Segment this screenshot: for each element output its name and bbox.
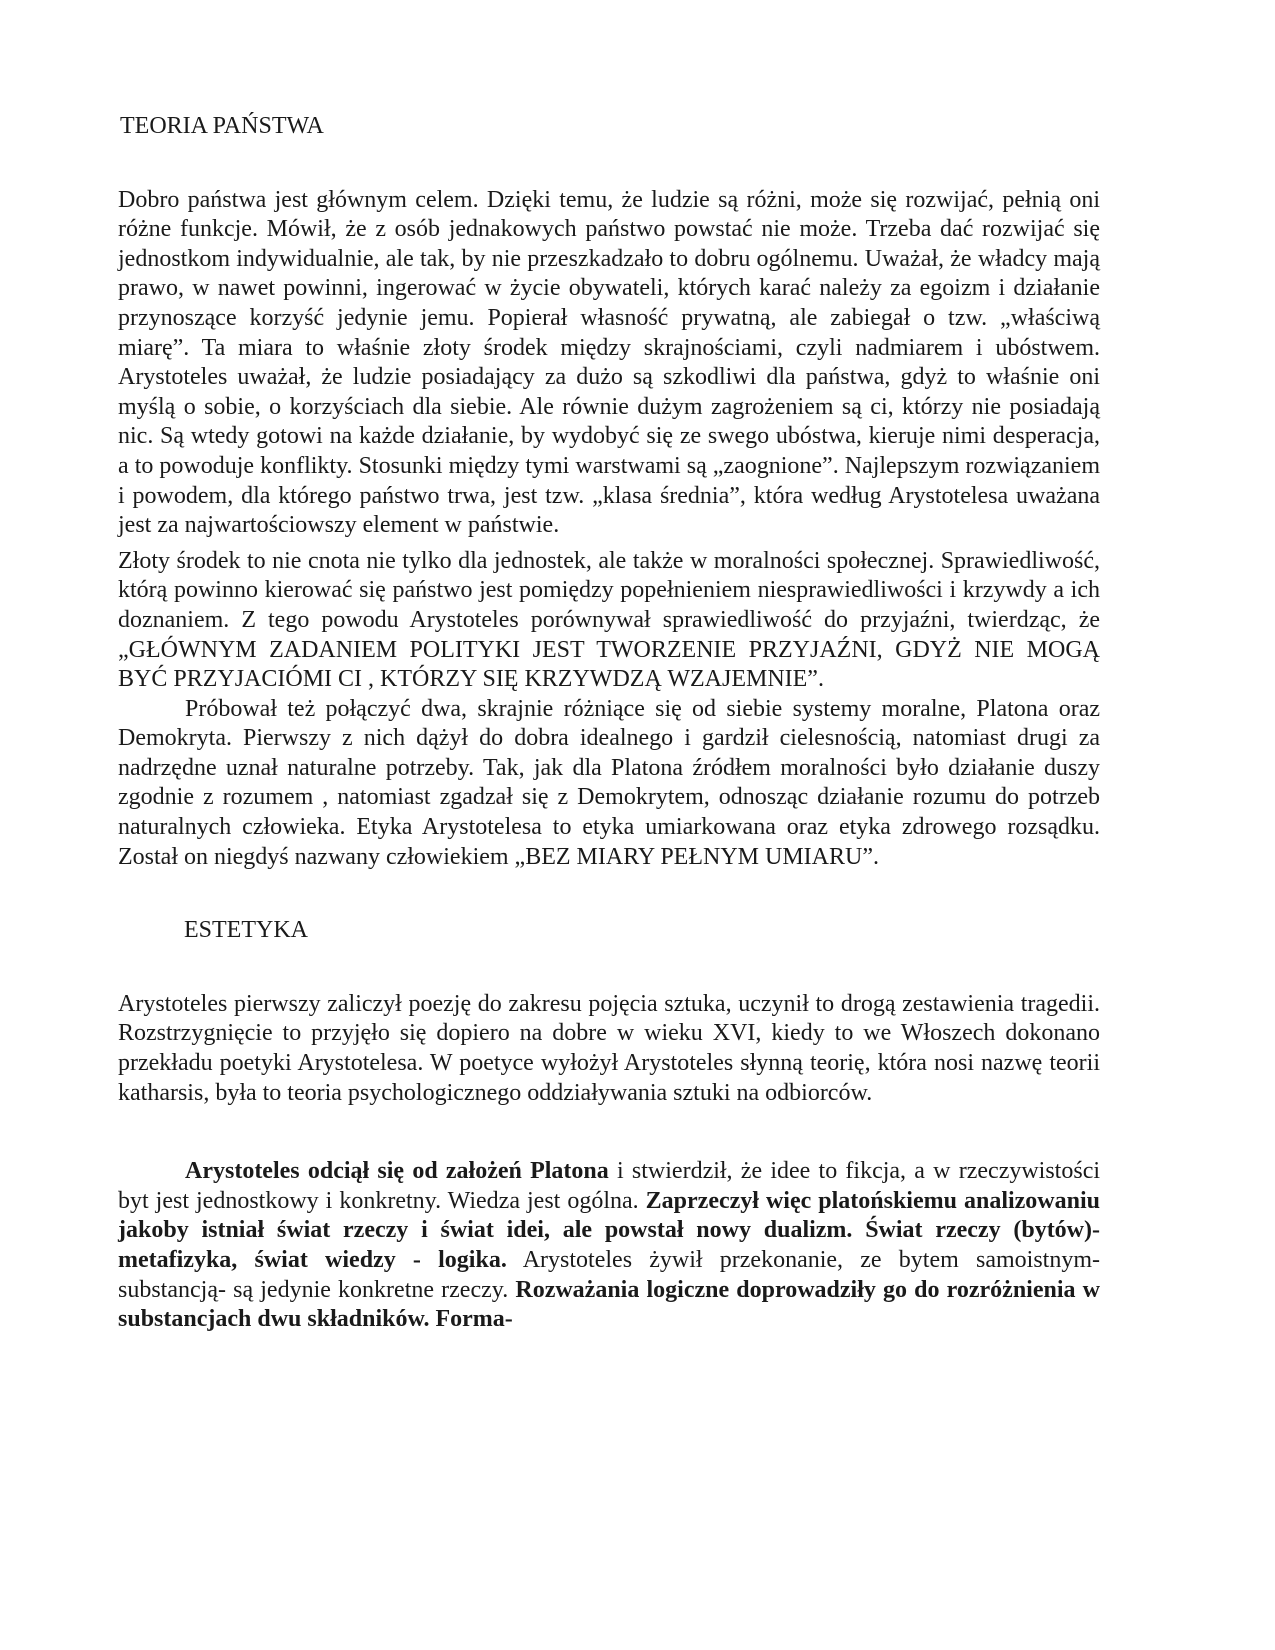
regular-text: Arystoteles żywił przekonanie, ze bytem samoistnym- substancją- są jedynie konkretne rzeczy. xyxy=(118,1247,1100,1303)
document-page xyxy=(118,112,1100,1335)
bold-text: Rozważania logiczne doprowadziły go do rozróżnienia w substancjach dwu składników. Forma- xyxy=(118,1276,1101,1333)
paragraph-poezja: Arystoteles pierwszy zaliczył poezję do zakresu pojęcia sztuka, uczynił to drogą zestawienia tragedii. Rozstrzygnięcie to przyjęło się dopiero na dobre w wieku XVI, kiedy to we Włoszech dokonano przekładu poetyki Arystotelesa. W poetyce wyłożył Arystoteles słynną teorię, która nosi nazwę teorii katharsis, była to teoria psychologicznego oddziaływania sztuki na odbiorców. xyxy=(118,990,1100,1106)
bold-text: Zaprzeczył więc platońskiemu analizowaniu jakoby istniał świat rzeczy i świat idei, ale powstał nowy dualizm. Świat rzeczy (bytów)- metafizyka, świat wiedzy - logika. xyxy=(118,1187,1100,1273)
paragraph-platon-dualizm xyxy=(118,1157,1100,1335)
regular-text: i stwierdził, że idee to fikcja, a w rzeczywistości byt jest jednostkowy i konkretny. Wiedza jest ogólna. xyxy=(118,1158,1101,1214)
heading-teoria-panstwa: TEORIA PAŃSTWA xyxy=(120,113,324,139)
paragraph-zloty-srodek: Złoty środek to nie cnota nie tylko dla jednostek, ale także w moralności społecznej. Sprawiedliwość, którą powinno kierować się państwo jest pomiędzy popełnieniem niesprawiedliwości i krzywdy a ich doznaniem. Z tego powodu Arystoteles porównywał sprawiedliwość do przyjaźni, twierdząc, że „GŁÓWNYM ZADANIEM POLITYKI JEST TWORZENIE PRZYJAŹNI, GDYŻ NIE MOGĄ BYĆ PRZYJACIÓMI CI , KTÓRZY SIĘ KRZYWDZĄ WZAJEMNIE”. xyxy=(118,547,1100,693)
bold-text: Arystoteles odciął się od założeń Platona xyxy=(185,1158,609,1185)
paragraph-probowal: Próbował też połączyć dwa, skrajnie różniące się od siebie systemy moralne, Platona oraz Demokryta. Pierwszy z nich dążył do dobra idealnego i gardził cielesnością, natomiast drugi za nadrzędne uznał naturalne potrzeby. Tak, jak dla Platona źródłem moralności było działanie duszy zgodnie z rozumem , natomiast zgadzał się z Demokrytem, odnosząc działanie rozumu do potrzeb naturalnych człowieka. Etyka Arystotelesa to etyka umiarkowana oraz etyka zdrowego rozsądku. Został on niegdyś nazwany człowiekiem „BEZ MIARY PEŁNYM UMIARU”. xyxy=(118,695,1100,870)
paragraph-dobro-panstwa: Dobro państwa jest głównym celem. Dzięki temu, że ludzie są różni, może się rozwijać, pełnią oni różne funkcje. Mówił, że z osób jednakowych państwo powstać nie może. Trzeba dać rozwijać się jednostkom indywidualnie, ale tak, by nie przeszkadzało to dobru ogólnemu. Uważał, że władcy mają prawo, w nawet powinni, ingerować w życie obywateli, których karać należy za egoizm i działanie przynoszące korzyść jedynie jemu. Popierał własność prywatną, ale zabiegał o tzw. „właściwą miarę”. Ta miara to właśnie złoty środek między skrajnościami, czyli nadmiarem i ubóstwem. Arystoteles uważał, że ludzie posiadający za dużo są szkodliwi dla państwa, gdyż to właśnie oni myślą o sobie, o korzyściach dla siebie. Ale równie dużym zagrożeniem są ci, którzy nie posiadają nic. Są wtedy gotowi na każde działanie, by wydobyć się ze swego ubóstwa, kieruje nimi desperacja, a to powoduje konflikty. Stosunki między tymi warstwami są „zaognione”. Najlepszym rozwiązaniem i powodem, dla którego państwo trwa, jest tzw. „klasa średnia”, która według Arystotelesa uważana jest za najwartościowszy element w państwie. xyxy=(118,186,1100,539)
heading-estetyka: ESTETYKA xyxy=(184,917,308,944)
